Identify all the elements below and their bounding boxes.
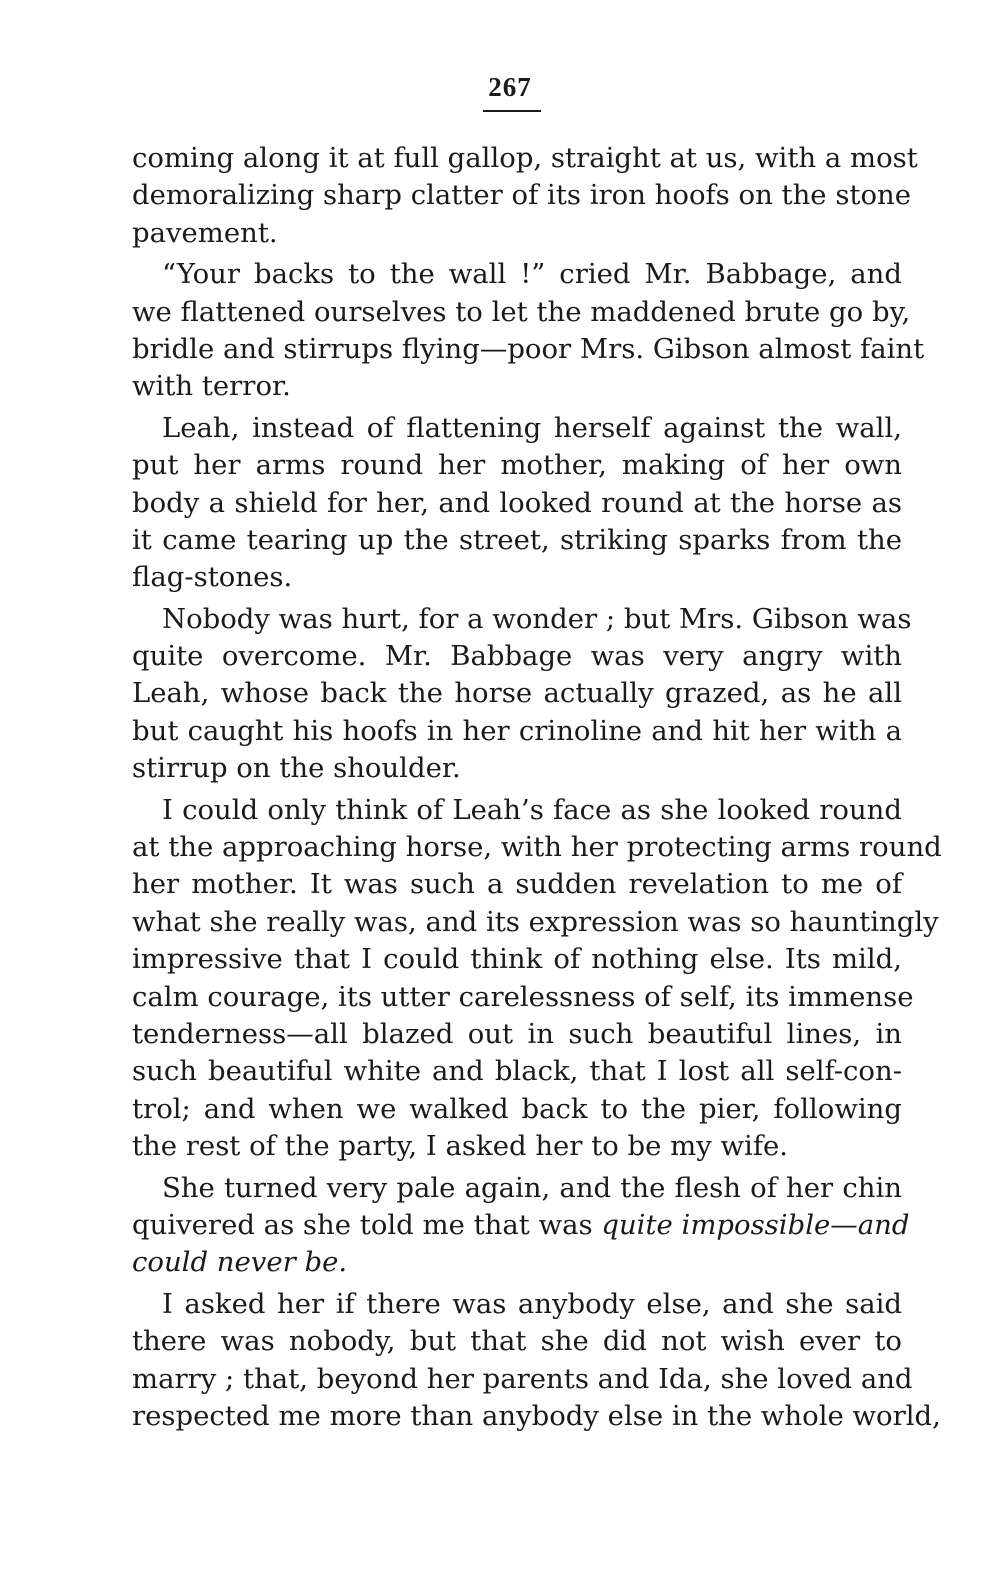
paragraph xyxy=(132,601,912,788)
text-line: it came tearing up the street, striking sparks from the xyxy=(132,523,902,556)
text-line: we flattened ourselves to let the maddened brute go by, xyxy=(132,295,911,328)
text-line: pavement. xyxy=(132,216,278,249)
text-line: quite overcome. Mr. Babbage was very angry with xyxy=(132,640,902,673)
paragraph xyxy=(132,1170,910,1282)
text-line xyxy=(132,1244,902,1281)
text-line: her mother. It was such a sudden revelation to me of xyxy=(132,868,902,901)
italic-text-run: could never be. xyxy=(132,1246,348,1279)
text-line: trol; and when we walked back to the pier, following xyxy=(132,1092,902,1125)
text-line: Leah, instead of flattening herself against the wall, xyxy=(162,411,902,444)
text-line: marry ; that, beyond her parents and Ida, she loved and xyxy=(132,1362,913,1395)
text-line xyxy=(132,1207,910,1244)
text-line: there was nobody, but that she did not wish ever to xyxy=(132,1325,902,1358)
text-line: with terror. xyxy=(132,370,291,403)
text-line: what she really was, and its expression was so hauntingly xyxy=(132,905,939,938)
text-line: calm courage, its utter carelessness of self, its immense xyxy=(132,980,914,1013)
text-line: respected me more than anybody else in the whole world, xyxy=(132,1399,941,1432)
paragraph xyxy=(132,410,902,597)
italic-text-run: quite impossible—and xyxy=(601,1208,910,1241)
text-line: Leah, whose back the horse actually grazed, as he all xyxy=(132,677,902,710)
text-line: She turned very pale again, and the flesh of her chin xyxy=(162,1171,902,1204)
paragraph xyxy=(132,1286,941,1436)
paragraph xyxy=(132,140,918,252)
page-number-rule xyxy=(483,110,541,112)
text-line: “Your backs to the wall !” cried Mr. Babbage, and xyxy=(162,258,902,291)
body-text xyxy=(132,140,942,1435)
text-line: body a shield for her, and looked round at the horse as xyxy=(132,486,902,519)
text-line: I could only think of Leah’s face as she looked round xyxy=(162,793,902,826)
text-line: Nobody was hurt, for a wonder ; but Mrs. Gibson was xyxy=(162,602,912,635)
text-line: demoralizing sharp clatter of its iron hoofs on the stone xyxy=(132,179,912,212)
text-line: impressive that I could think of nothing else. Its mild, xyxy=(132,943,902,976)
text-line: I asked her if there was anybody else, and she said xyxy=(162,1287,902,1320)
text-line: but caught his hoofs in her crinoline and hit her with a xyxy=(132,714,902,747)
text-run: quivered as she told me that was xyxy=(132,1208,602,1241)
text-line: bridle and stirrups flying—poor Mrs. Gibson almost faint xyxy=(132,332,925,365)
paragraph xyxy=(132,256,925,406)
text-line: at the approaching horse, with her protecting arms round xyxy=(132,831,942,864)
text-line: flag-stones. xyxy=(132,561,293,594)
text-line: coming along it at full gallop, straight at us, with a most xyxy=(132,142,918,174)
page-number: 267 xyxy=(488,72,532,102)
text-line: tenderness—all blazed out in such beautiful lines, in xyxy=(132,1017,902,1050)
text-line: stirrup on the shoulder. xyxy=(132,752,461,785)
paragraph xyxy=(132,792,942,1166)
text-line: put her arms round her mother, making of her own xyxy=(132,449,902,482)
text-line: the rest of the party, I asked her to be my wife. xyxy=(132,1130,789,1163)
text-line: such beautiful white and black, that I lost all self-con- xyxy=(132,1055,902,1088)
